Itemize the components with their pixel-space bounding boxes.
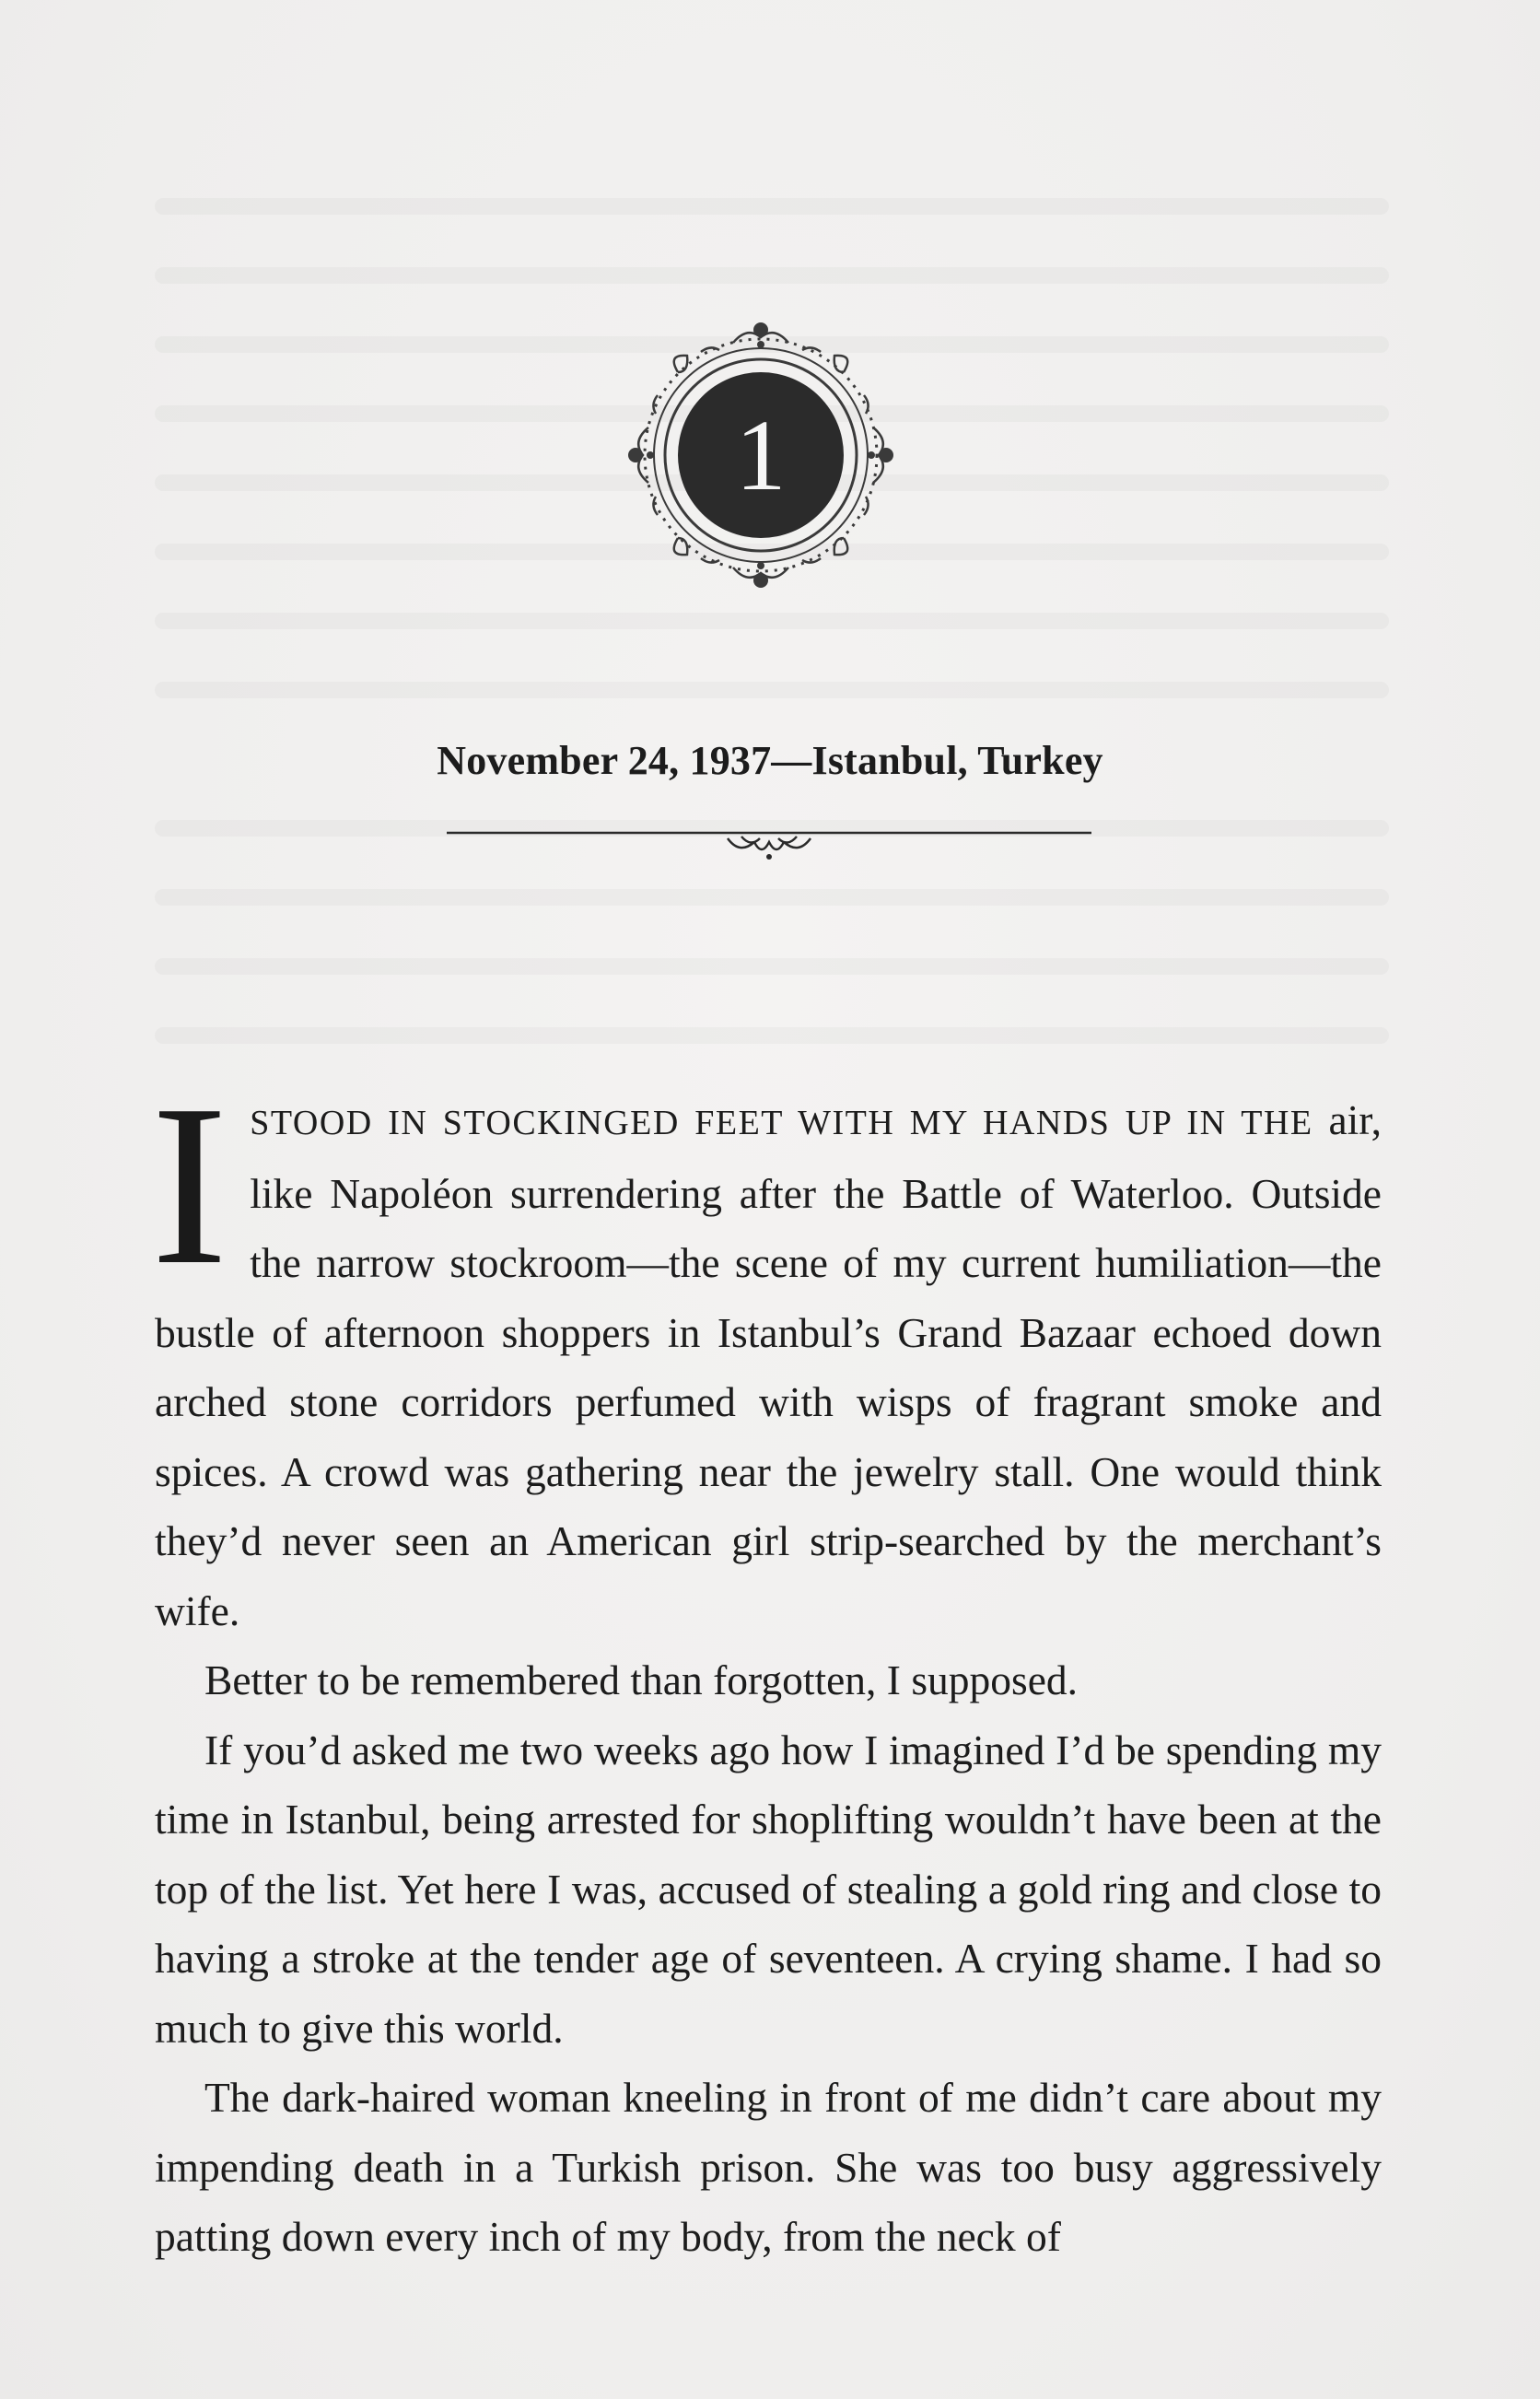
flourish-divider-icon <box>447 829 1091 866</box>
lead-caps: STOOD IN STOCKINGED FEET WITH MY HANDS UP IN THE <box>250 1104 1313 1142</box>
paragraph-2: Better to be remembered than forgotten, I supposed. <box>204 1656 1079 1703</box>
bleed-through-line <box>155 682 1389 698</box>
chapter-body <box>151 1058 1382 2272</box>
paragraph-3: If you’d asked me two weeks ago how I imagined I’d be spending my time in Istanbul, being arrested for shoplifting wouldn’t have been at the top of the list. Yet here I was, accused of stealing a gold ring and close to having a stroke at the tender age of seventeen. A crying shame. I had so much to give this world. <box>155 1726 1382 2052</box>
chapter-heading: November 24, 1937—Istanbul, Turkey <box>437 738 1103 783</box>
bleed-through-line <box>155 198 1389 215</box>
chapter-number: 1 <box>678 372 844 538</box>
bleed-through-line <box>155 889 1389 906</box>
bleed-through-line <box>155 958 1389 975</box>
paragraph-4: The dark-haired woman kneeling in front of me didn’t care about my impending death in a Turkish prison. She was too busy aggressively patting down every inch of my body, from the neck of <box>155 2074 1382 2260</box>
drop-cap: I <box>151 1058 228 1313</box>
paragraph-1 <box>151 1058 1382 1645</box>
bleed-through-line <box>155 613 1389 629</box>
bleed-through-line <box>155 1027 1389 1044</box>
paragraph-1-text: air, like Napoléon surrendering after the Battle of Waterloo. Outside the narrow stockroom—the scene of my current humiliation—the bustle of afternoon shoppers in Istanbul’s Grand Bazaar echoed down arched stone corridors perfumed with wisps of fragrant smoke and spices. A crowd was gathering near the jewelry stall. One would think they’d never seen an American girl strip-searched by the merchant’s wife. <box>155 1096 1382 1634</box>
bleed-through-line <box>155 267 1389 284</box>
